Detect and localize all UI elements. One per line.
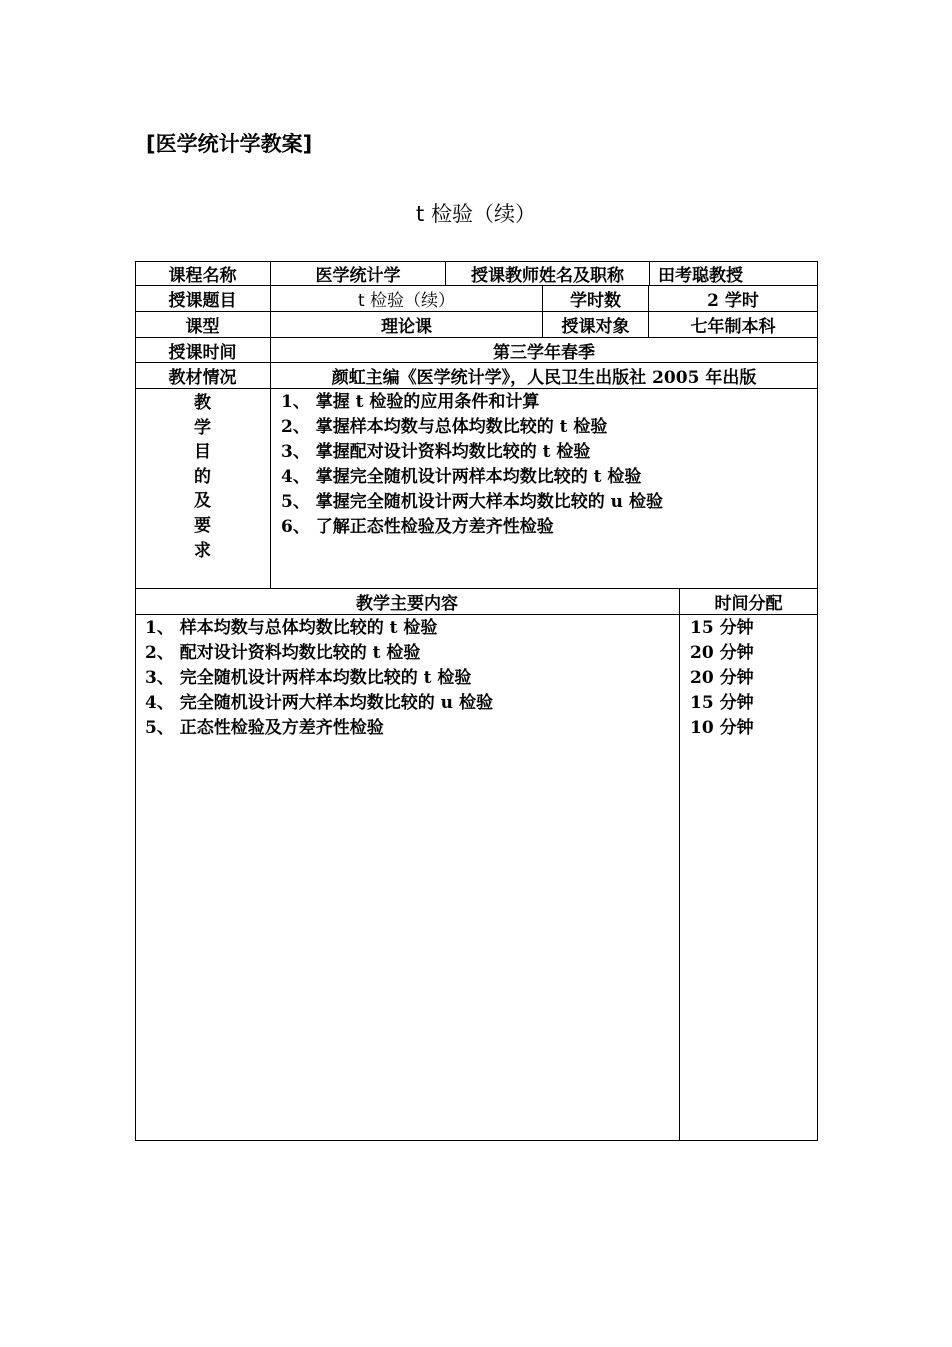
type-label: 课型: [135, 312, 271, 338]
content-item: 4、 完全随机设计两大样本均数比较的 u 检验: [145, 693, 493, 713]
content-item: 5、 正态性检验及方差齐性检验: [145, 718, 384, 738]
objectives-list: [271, 389, 818, 589]
objective-item: 3、 掌握配对设计资料均数比较的 t 检验: [281, 442, 591, 462]
objectives-label-char: 教: [194, 393, 211, 413]
objectives-label-char: 求: [194, 540, 211, 561]
type-value: 理论课: [271, 312, 543, 338]
time-item: 15 分钟: [690, 618, 754, 638]
row-content-body: [135, 615, 818, 1141]
row-objectives: [135, 389, 818, 589]
row-topic: [135, 286, 818, 312]
objectives-label: [135, 389, 271, 589]
teacher-label: 授课教师姓名及职称: [446, 261, 650, 286]
content-item: 3、 完全随机设计两样本均数比较的 t 检验: [145, 668, 472, 688]
objective-item: 4、 掌握完全随机设计两样本均数比较的 t 检验: [281, 467, 642, 487]
row-textbook: [135, 363, 818, 389]
time-label: 授课时间: [135, 338, 271, 363]
time-value: 第三学年春季: [271, 338, 818, 363]
objectives-label-char: 目: [194, 442, 211, 463]
content-list: [135, 615, 680, 1141]
teacher-value: 田考聪教授: [650, 261, 818, 286]
topic-label: 授课题目: [135, 286, 271, 312]
audience-value: 七年制本科: [649, 312, 818, 338]
time-allocation-list: [680, 615, 818, 1141]
objectives-label-char: 学: [194, 417, 211, 438]
row-type: [135, 312, 818, 338]
objective-item: 5、 掌握完全随机设计两大样本均数比较的 u 检验: [281, 492, 663, 512]
topic-value: t 检验（续）: [271, 286, 543, 312]
content-item: 1、 样本均数与总体均数比较的 t 检验: [145, 618, 438, 638]
audience-label: 授课对象: [543, 312, 649, 338]
row-content-header: [135, 589, 818, 615]
objectives-label-char: 及: [194, 491, 211, 512]
objective-item: 2、 掌握样本均数与总体均数比较的 t 检验: [281, 417, 608, 437]
content-item: 2、 配对设计资料均数比较的 t 检验: [145, 643, 421, 663]
document-header: [医学统计学教案]: [146, 132, 313, 156]
course-name-label: 课程名称: [135, 261, 271, 286]
objective-item: 1、 掌握 t 检验的应用条件和计算: [281, 392, 540, 412]
objectives-label-char: 的: [194, 466, 211, 487]
objective-item: 6、 了解正态性检验及方差齐性检验: [281, 517, 554, 537]
textbook-label: 教材情况: [135, 363, 271, 389]
time-item: 20 分钟: [690, 668, 754, 688]
time-item: 15 分钟: [690, 693, 754, 713]
time-allocation-header: 时间分配: [680, 589, 818, 615]
hours-value: 2 学时: [649, 286, 818, 312]
course-name: 医学统计学: [271, 261, 446, 286]
row-time: [135, 338, 818, 363]
lesson-plan-table: [135, 261, 818, 1141]
objectives-label-char: 要: [194, 515, 211, 536]
lesson-title: t 检验（续）: [416, 202, 536, 226]
time-item: 20 分钟: [690, 643, 754, 663]
time-item: 10 分钟: [690, 718, 754, 738]
textbook-value: 颜虹主编《医学统计学》，人民卫生出版社 2005 年出版: [271, 363, 818, 389]
content-header: 教学主要内容: [135, 589, 680, 615]
row-course: [135, 261, 818, 286]
hours-label: 学时数: [543, 286, 649, 312]
